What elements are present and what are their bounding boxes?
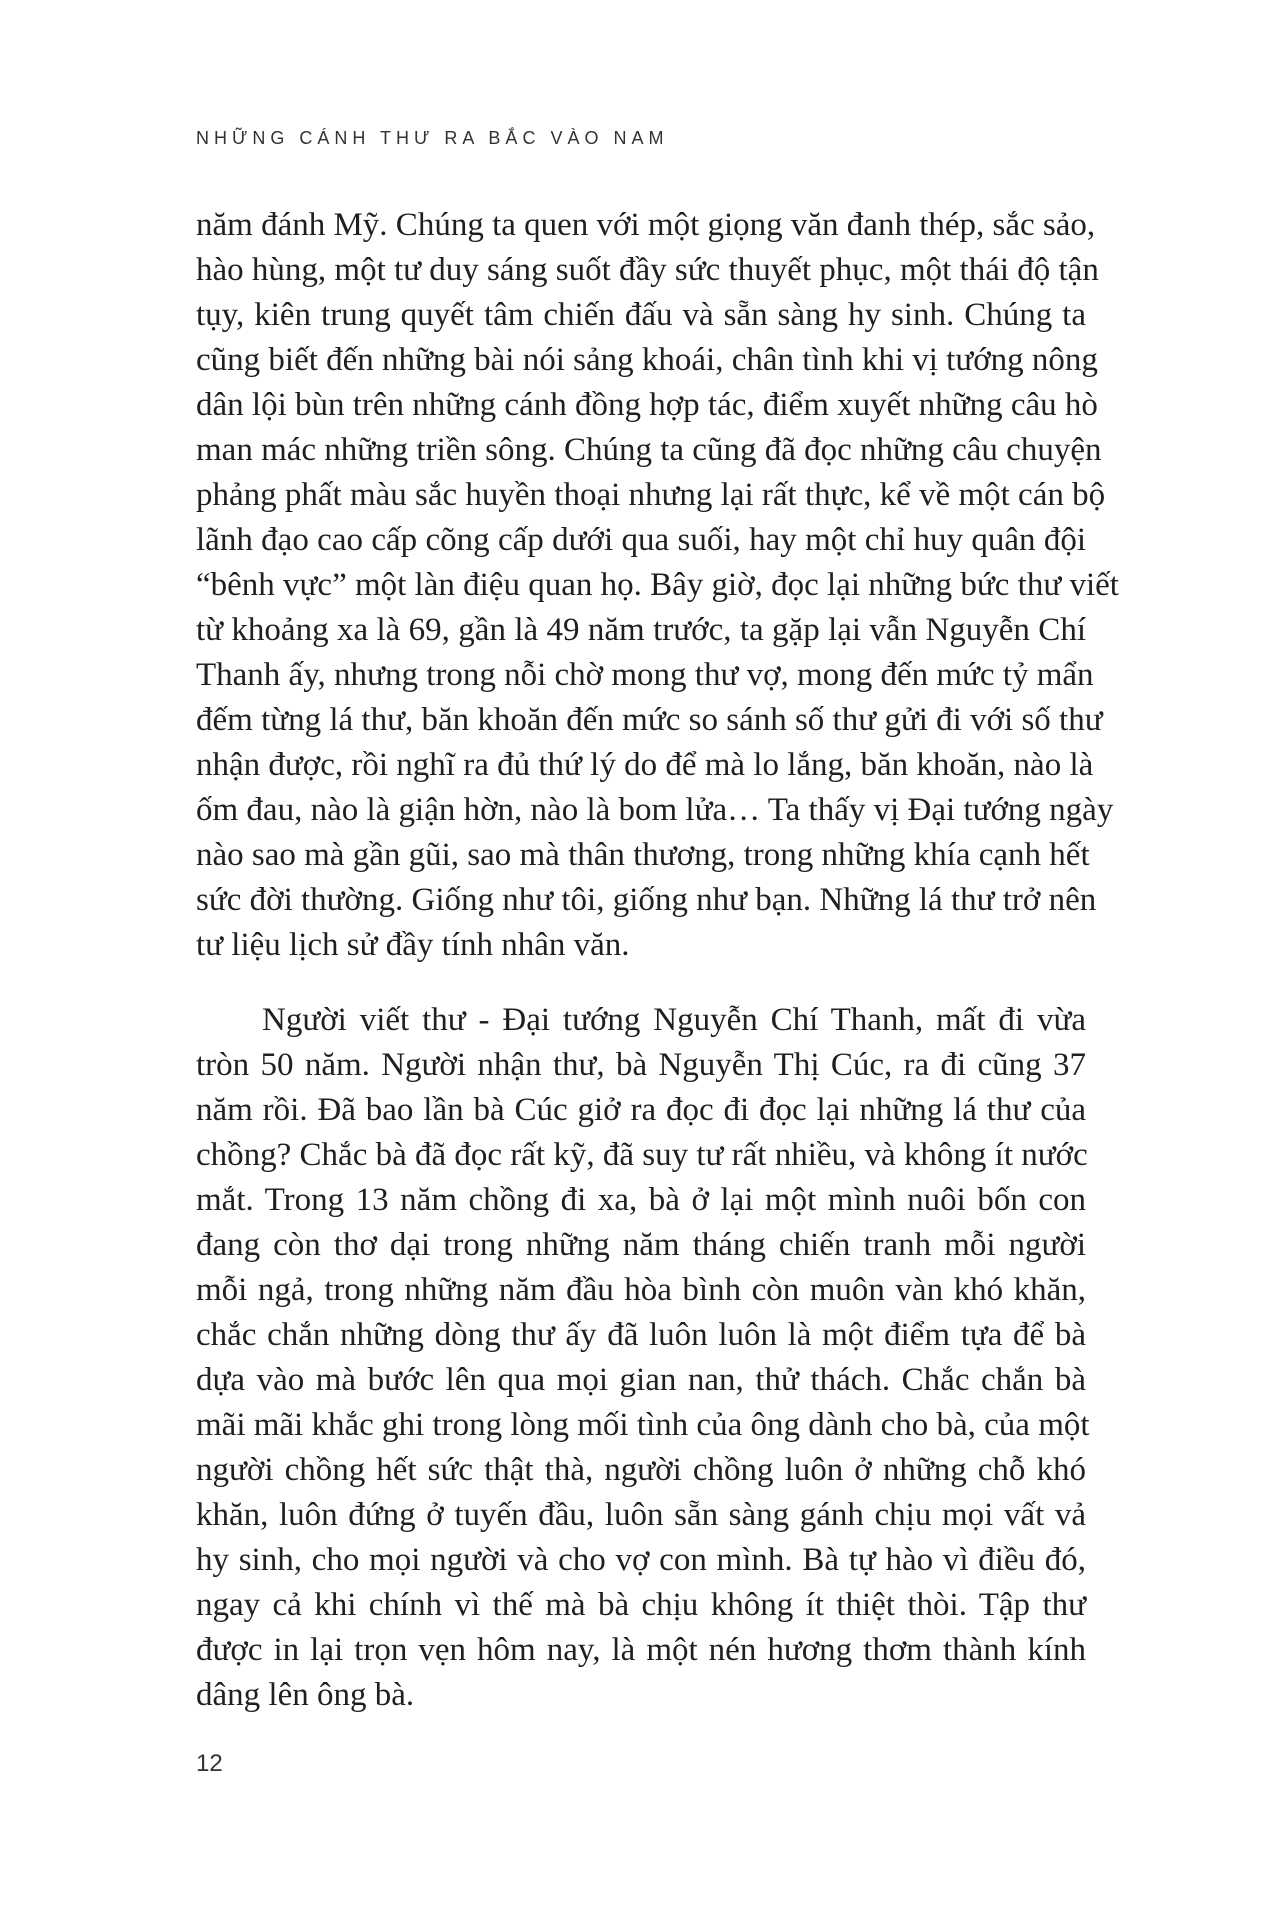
running-header: NHỮNG CÁNH THƯ RA BẮC VÀO NAM xyxy=(196,128,669,148)
page-number: 12 xyxy=(196,1750,223,1777)
text-line: người chồng hết sức thật thà, người chồng luôn ở những chỗ khó xyxy=(196,1452,1086,1488)
text-line: nào sao mà gần gũi, sao mà thân thương, trong những khía cạnh hết xyxy=(196,837,1090,873)
text-line: chắc chắn những dòng thư ấy đã luôn luôn là một điểm tựa để bà xyxy=(196,1317,1086,1353)
text-line: năm đánh Mỹ. Chúng ta quen với một giọng văn đanh thép, sắc sảo, xyxy=(196,207,1096,243)
text-line: khăn, luôn đứng ở tuyến đầu, luôn sẵn sàng gánh chịu mọi vất vả xyxy=(196,1497,1086,1533)
text-line: đếm từng lá thư, băn khoăn đến mức so sánh số thư gửi đi với số thư xyxy=(196,702,1103,738)
text-line: Người viết thư - Đại tướng Nguyễn Chí Thanh, mất đi vừa xyxy=(262,1002,1086,1038)
text-line: ốm đau, nào là giận hờn, nào là bom lửa… Ta thấy vị Đại tướng ngày xyxy=(196,792,1114,828)
text-line: sức đời thường. Giống như tôi, giống như bạn. Những lá thư trở nên xyxy=(196,882,1097,918)
text-line: chồng? Chắc bà đã đọc rất kỹ, đã suy tư rất nhiều, và không ít nước xyxy=(196,1137,1088,1173)
text-line: Thanh ấy, nhưng trong nỗi chờ mong thư vợ, mong đến mức tỷ mẩn xyxy=(196,657,1094,693)
text-line: phảng phất màu sắc huyền thoại nhưng lại rất thực, kể về một cán bộ xyxy=(196,477,1106,513)
paragraph xyxy=(196,998,1090,1718)
text-line: hào hùng, một tư duy sáng suốt đầy sức thuyết phục, một thái độ tận xyxy=(196,252,1099,288)
text-line: ngay cả khi chính vì thế mà bà chịu không ít thiệt thòi. Tập thư xyxy=(196,1587,1086,1623)
paragraph xyxy=(196,203,1119,968)
text-line: mắt. Trong 13 năm chồng đi xa, bà ở lại một mình nuôi bốn con xyxy=(196,1182,1086,1218)
paragraph-gap xyxy=(196,968,1086,998)
text-line: mỗi ngả, trong những năm đầu hòa bình còn muôn vàn khó khăn, xyxy=(196,1272,1086,1308)
text-line: cũng biết đến những bài nói sảng khoái, chân tình khi vị tướng nông xyxy=(196,342,1098,378)
text-line: man mác những triền sông. Chúng ta cũng đã đọc những câu chuyện xyxy=(196,432,1102,468)
text-line: dâng lên ông bà. xyxy=(196,1677,415,1713)
text-line: “bênh vực” một làn điệu quan họ. Bây giờ, đọc lại những bức thư viết xyxy=(196,567,1119,603)
text-line: tụy, kiên trung quyết tâm chiến đấu và sẵn sàng hy sinh. Chúng ta xyxy=(196,297,1086,333)
text-line: dựa vào mà bước lên qua mọi gian nan, thử thách. Chắc chắn bà xyxy=(196,1362,1086,1398)
body-text xyxy=(196,203,1119,1718)
text-line: tư liệu lịch sử đầy tính nhân văn. xyxy=(196,927,630,963)
text-line: lãnh đạo cao cấp cõng cấp dưới qua suối, hay một chỉ huy quân đội xyxy=(196,522,1086,558)
text-line: mãi mãi khắc ghi trong lòng mối tình của ông dành cho bà, của một xyxy=(196,1407,1090,1443)
text-line: từ khoảng xa là 69, gần là 49 năm trước, ta gặp lại vẫn Nguyễn Chí xyxy=(196,612,1086,648)
text-line: nhận được, rồi nghĩ ra đủ thứ lý do để mà lo lắng, băn khoăn, nào là xyxy=(196,747,1094,783)
text-line: đang còn thơ dại trong những năm tháng chiến tranh mỗi người xyxy=(196,1227,1086,1263)
text-line: dân lội bùn trên những cánh đồng hợp tác, điểm xuyết những câu hò xyxy=(196,387,1098,423)
text-line: được in lại trọn vẹn hôm nay, là một nén hương thơm thành kính xyxy=(196,1632,1086,1668)
text-line: hy sinh, cho mọi người và cho vợ con mình. Bà tự hào vì điều đó, xyxy=(196,1542,1086,1578)
text-line: năm rồi. Đã bao lần bà Cúc giở ra đọc đi đọc lại những lá thư của xyxy=(196,1092,1086,1128)
text-line: tròn 50 năm. Người nhận thư, bà Nguyễn Thị Cúc, ra đi cũng 37 xyxy=(196,1047,1086,1083)
